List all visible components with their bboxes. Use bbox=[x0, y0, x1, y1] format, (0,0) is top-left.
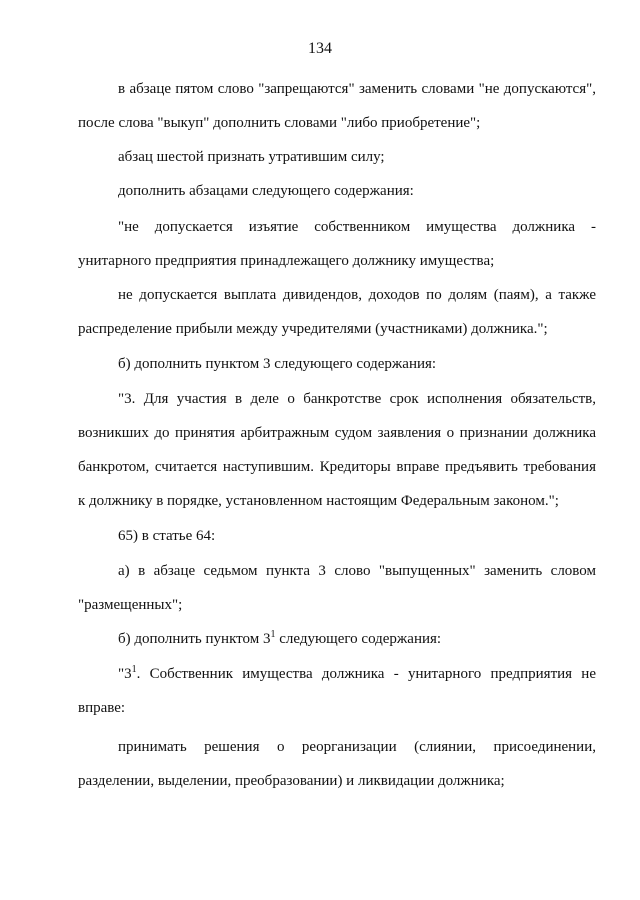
text-line-18 bbox=[118, 665, 596, 683]
text-line-13: к должнику в порядке, установленном настоящим Федеральным законом."; bbox=[78, 493, 559, 509]
page-number: 134 bbox=[308, 40, 332, 57]
text-line-18-part-b: . Собственник имущества должника - унитарного предприятия не bbox=[136, 666, 596, 682]
text-line-10: "3. Для участия в деле о банкротстве срок исполнения обязательств, bbox=[118, 391, 596, 407]
text-line-21: разделении, выделении, преобразовании) и ликвидации должника; bbox=[78, 773, 505, 789]
text-line-19: вправе: bbox=[78, 700, 126, 716]
text-line-8: распределение прибыли между учредителями (участниками) должника."; bbox=[78, 321, 548, 337]
text-line-2: после слова "выкуп" дополнить словами "либо приобретение"; bbox=[78, 115, 481, 131]
text-line-14: 65) в статье 64: bbox=[118, 528, 216, 544]
superscript-1: 1 bbox=[131, 664, 137, 675]
text-line-11: возникших до принятия арбитражным судом заявления о признании должника bbox=[78, 425, 596, 441]
text-line-15: а) в абзаце седьмом пункта 3 слово "выпущенных" заменить словом bbox=[118, 563, 596, 579]
text-line-1: в абзаце пятом слово "запрещаются" заменить словами "не допускаются", bbox=[118, 81, 596, 97]
text-line-5: "не допускается изъятие собственником имущества должника - bbox=[118, 219, 596, 235]
text-line-16: "размещенных"; bbox=[78, 597, 183, 613]
text-line-18-part-a: "3 bbox=[118, 666, 132, 682]
text-line-17 bbox=[118, 630, 441, 648]
text-line-6: унитарного предприятия принадлежащего должнику имущества; bbox=[78, 253, 495, 269]
text-line-7: не допускается выплата дивидендов, доходов по долям (паям), а также bbox=[118, 287, 596, 303]
text-line-12: банкротом, считается наступившим. Кредиторы вправе предъявить требования bbox=[78, 459, 596, 475]
text-line-17-part-b: следующего содержания: bbox=[275, 631, 442, 647]
superscript-1: 1 bbox=[270, 629, 276, 640]
text-line-4: дополнить абзацами следующего содержания: bbox=[118, 183, 414, 199]
text-line-9: б) дополнить пунктом 3 следующего содержания: bbox=[118, 356, 437, 372]
text-line-17-part-a: б) дополнить пунктом 3 bbox=[118, 631, 271, 647]
text-line-3: абзац шестой признать утратившим силу; bbox=[118, 149, 385, 165]
text-line-20: принимать решения о реорганизации (слиянии, присоединении, bbox=[118, 739, 596, 755]
